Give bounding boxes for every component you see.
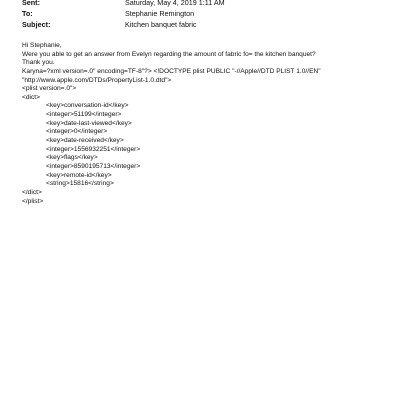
plist-entry-line: <key>remote-id</key> — [46, 171, 112, 179]
plist-open-line: <plist version=.0"> — [22, 85, 77, 93]
plist-entry-line: <key>conversation-id</key> — [46, 102, 129, 110]
subject-row — [22, 19, 382, 30]
plist-entry-line: <key>flags</key> — [46, 154, 98, 162]
message-line: Were you able to get an answer from Evelyn regarding the amount of fabric fo= the kitchen banquet? — [22, 50, 316, 58]
subject-label: Subject: — [22, 20, 51, 29]
plist-entry-line: <integer>8590195713</integer> — [46, 162, 141, 170]
signature-xml-line: Karyna=?xml version=.0" encoding=TF-8"?> <!DOCTYPE plist PUBLIC "-//Apple//DTD PLIST 1.0//EN" — [22, 67, 321, 75]
plist-entry-line: <integer>0</integer> — [46, 128, 108, 136]
plist-close-line: </plist> — [22, 197, 44, 205]
plist-entry-line: <integer>1556932251</integer> — [46, 145, 141, 153]
thanks-line: Thank you. — [22, 59, 55, 67]
to-value: Stephanie Remington — [125, 9, 195, 18]
sent-row — [22, 0, 382, 8]
sent-value: Saturday, May 4, 2019 1:11 AM — [125, 0, 225, 7]
to-label: To: — [22, 9, 33, 18]
plist-entry-line: <key>date-last-viewed</key> — [46, 119, 132, 127]
email-body — [22, 42, 382, 206]
to-row — [22, 8, 382, 19]
plist-entry-line: <string>15816</string> — [46, 180, 114, 188]
sent-label: Sent: — [22, 0, 40, 7]
plist-entry-line: <integer>51199</integer> — [46, 111, 122, 119]
doctype-url-line: "http://www.apple.com/DTDs/PropertyList-1.0.dtd"> — [22, 76, 172, 84]
subject-value: Kitchen banquet fabric — [125, 20, 197, 29]
plist-entry-line: <key>date-received</key> — [46, 137, 124, 145]
email-header — [22, 0, 382, 30]
dict-open-line: <dict> — [22, 93, 40, 101]
greeting-line: Hi Stephanie, — [22, 42, 62, 49]
dict-close-line: </dict> — [22, 188, 42, 196]
